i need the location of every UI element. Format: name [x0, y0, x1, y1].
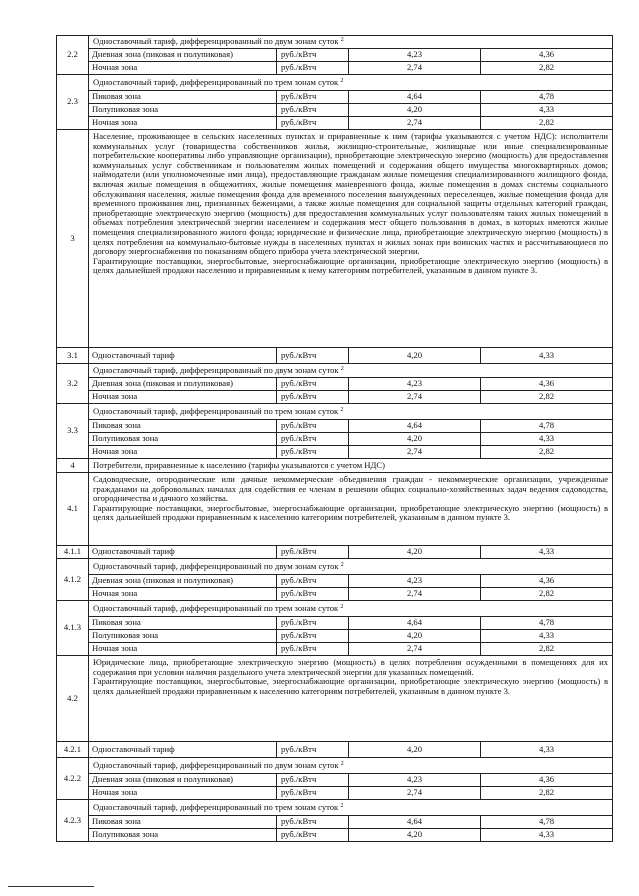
tariff-value-period-2: 4,36 [481, 774, 613, 787]
tariff-label: Одноставочный тариф [89, 348, 277, 364]
table-row [57, 559, 613, 575]
tariff-label: Полупиковая зона [89, 433, 277, 446]
tariff-value-period-2: 4,36 [481, 378, 613, 391]
tariff-group-title [89, 404, 613, 420]
tariff-value-period-2: 4,33 [481, 742, 613, 758]
tariff-value-period-2: 4,36 [481, 575, 613, 588]
tariff-label: Пиковая зона [89, 816, 277, 829]
tariff-group-title [89, 601, 613, 617]
unit-cell: руб./кВтч [277, 391, 349, 404]
table-row [57, 787, 613, 800]
item-number: 3 [57, 130, 89, 348]
tariff-group-text: Одноставочный тариф, дифференцированный по трем зонам суток [93, 405, 339, 416]
tariff-value-period-1: 2,74 [349, 391, 481, 404]
tariff-value-period-1: 2,74 [349, 588, 481, 601]
table-row [57, 104, 613, 117]
table-row [57, 49, 613, 62]
tariff-label: Ночная зона [89, 446, 277, 459]
table-row [57, 378, 613, 391]
tariff-value-period-2: 4,33 [481, 630, 613, 643]
tariff-value-period-2: 2,82 [481, 391, 613, 404]
item-number: 3.2 [57, 364, 89, 404]
tariff-value-period-1: 4,20 [349, 433, 481, 446]
tariff-value-period-2: 4,33 [481, 433, 613, 446]
unit-cell: руб./кВтч [277, 617, 349, 630]
table-row [57, 391, 613, 404]
table-row [57, 420, 613, 433]
unit-cell: руб./кВтч [277, 446, 349, 459]
unit-cell: руб./кВтч [277, 420, 349, 433]
item-number: 4.1.1 [57, 546, 89, 559]
unit-cell: руб./кВтч [277, 117, 349, 130]
tariff-group-title [89, 559, 613, 575]
tariff-value-period-1: 4,64 [349, 91, 481, 104]
tariff-value-period-2: 2,82 [481, 643, 613, 656]
description-paragraph: Садоводческие, огороднические или дачные некоммерческие объединения граждан - некоммерческие организации, учрежденные гражданами на добровольных началах для содействия ее членам в решении общих социально-хозяйственных задач ведения садоводства, огородничества и дачного хозяйства. [93, 474, 609, 504]
tariff-label: Пиковая зона [89, 420, 277, 433]
tariff-value-period-1: 4,64 [349, 617, 481, 630]
unit-cell: руб./кВтч [277, 575, 349, 588]
tariff-value-period-1: 4,23 [349, 49, 481, 62]
unit-cell: руб./кВтч [277, 546, 349, 559]
item-number: 2.2 [57, 36, 89, 75]
tariff-value-period-2: 4,36 [481, 49, 613, 62]
table-row [57, 117, 613, 130]
table-row [57, 758, 613, 774]
table-row [57, 546, 613, 559]
tariff-label: Ночная зона [89, 643, 277, 656]
tariff-value-period-2: 4,78 [481, 617, 613, 630]
table-row [57, 473, 613, 546]
category-description [89, 473, 613, 546]
footnote-ref: 2 [340, 760, 344, 767]
tariff-value-period-1: 4,20 [349, 630, 481, 643]
table-row [57, 36, 613, 49]
table-row [57, 91, 613, 104]
tariff-label: Дневная зона (пиковая и полупиковая) [89, 49, 277, 62]
table-row [57, 459, 613, 473]
table-row [57, 364, 613, 378]
table-row [57, 404, 613, 420]
tariff-value-period-2: 2,82 [481, 117, 613, 130]
table-row [57, 433, 613, 446]
tariff-label: Дневная зона (пиковая и полупиковая) [89, 378, 277, 391]
table-row [57, 446, 613, 459]
tariff-value-period-2: 4,78 [481, 816, 613, 829]
tariff-label: Ночная зона [89, 117, 277, 130]
item-number: 4.2.2 [57, 758, 89, 800]
tariff-value-period-2: 4,33 [481, 546, 613, 559]
tariff-label: Пиковая зона [89, 91, 277, 104]
tariff-label: Пиковая зона [89, 617, 277, 630]
unit-cell: руб./кВтч [277, 433, 349, 446]
tariff-label: Ночная зона [89, 62, 277, 75]
table-row [57, 829, 613, 842]
item-number: 3.3 [57, 404, 89, 459]
tariff-value-period-1: 2,74 [349, 787, 481, 800]
footnote-ref: 2 [340, 365, 344, 372]
footnote-ref: 2 [340, 802, 344, 809]
unit-cell: руб./кВтч [277, 829, 349, 842]
tariff-group-text: Одноставочный тариф, дифференцированный по двум зонам суток [93, 364, 339, 375]
tariff-value-period-2: 2,82 [481, 588, 613, 601]
tariff-value-period-1: 4,20 [349, 546, 481, 559]
tariff-value-period-2: 2,82 [481, 446, 613, 459]
tariff-value-period-1: 4,23 [349, 774, 481, 787]
tariff-group-title [89, 800, 613, 816]
tariff-label: Ночная зона [89, 391, 277, 404]
footnote-ref: 2 [340, 561, 344, 568]
table-row [57, 816, 613, 829]
item-number: 3.1 [57, 348, 89, 364]
tariff-value-period-2: 4,78 [481, 91, 613, 104]
unit-cell: руб./кВтч [277, 787, 349, 800]
tariff-table-body [57, 36, 613, 842]
tariff-group-title [89, 75, 613, 91]
table-row [57, 742, 613, 758]
tariff-value-period-1: 2,74 [349, 62, 481, 75]
tariff-label: Ночная зона [89, 787, 277, 800]
description-paragraph: Население, проживающее в сельских населенных пунктах и приравненные к ним (тарифы указываются с учетом НДС): исполнители коммунальных услуг (товарищества собственников жилья, жилищно-строительные, жилищные или иные специализированные потребительские кооперативы либо управляющие организации), приобретающие электрическую энергию (мощность) для предоставления коммунальных услуг собственникам и пользователям жилых помещений и содержания общего имущества многоквартирных домов; наймодатели (или уполномоченные ими лица), предоставляющие гражданам жилые помещения специализированного жилищного фонда, включая жилые помещения в общежитиях, жилые помещения маневренного фонда, жилые помещения в домах системы социального обслуживания населения, жилые помещения фонда для временного поселения вынужденных переселенцев, жилые помещения фонда для временного проживания лиц, признанных беженцами, а также жилые помещения для социальной защиты отдельных категорий граждан, приобретающие электрическую энергию (мощность) для предоставления коммунальных услуг пользователям таких жилых помещений в объемах потребления электрической энергии населением и содержания мест общего пользования в домах, в которых имеются жилые помещения специализированного жилого фонда; юридические и физические лица, приобретающие электрическую энергию (мощность) в целях потребления на коммунально-бытовые нужды в населенных пунктах и жилых зонах при воинских частях и рассчитывающиеся по договору энергоснабжения по показаниям общего прибора учета электрической энергии. [93, 131, 609, 257]
tariff-group-title [89, 364, 613, 378]
unit-cell: руб./кВтч [277, 816, 349, 829]
tariff-table [56, 35, 613, 842]
table-row [57, 774, 613, 787]
tariff-label: Дневная зона (пиковая и полупиковая) [89, 575, 277, 588]
footnote-ref: 2 [340, 603, 344, 610]
table-row [57, 656, 613, 742]
table-row [57, 800, 613, 816]
unit-cell: руб./кВтч [277, 91, 349, 104]
unit-cell: руб./кВтч [277, 348, 349, 364]
tariff-label: Одноставочный тариф [89, 546, 277, 559]
tariff-group-text: Одноставочный тариф, дифференцированный по трем зонам суток [93, 801, 339, 812]
table-row [57, 601, 613, 617]
tariff-group-title [89, 36, 613, 49]
tariff-value-period-2: 4,33 [481, 348, 613, 364]
tariff-value-period-1: 2,74 [349, 446, 481, 459]
tariff-value-period-2: 4,33 [481, 829, 613, 842]
item-number: 4.2.1 [57, 742, 89, 758]
tariff-value-period-1: 4,64 [349, 420, 481, 433]
category-description [89, 130, 613, 348]
unit-cell: руб./кВтч [277, 643, 349, 656]
footnote-separator [8, 886, 94, 887]
unit-cell: руб./кВтч [277, 62, 349, 75]
tariff-label: Дневная зона (пиковая и полупиковая) [89, 774, 277, 787]
description-paragraph: Гарантирующие поставщики, энергосбытовые, энергоснабжающие организации, приобретающие электрическую энергию (мощность) в целях дальнейшей продажи приравненным к населению категориям потребителей, указанным в данном пункте 3. [93, 502, 609, 523]
table-row [57, 75, 613, 91]
item-number: 2.3 [57, 75, 89, 130]
tariff-group-text: Одноставочный тариф, дифференцированный по двум зонам суток [93, 759, 339, 770]
item-number: 4.2 [57, 656, 89, 742]
tariff-group-title [89, 758, 613, 774]
unit-cell: руб./кВтч [277, 630, 349, 643]
description-paragraph: Гарантирующие поставщики, энергосбытовые, энергоснабжающие организации, приобретающие электрическую энергию (мощность) в целях дальнейшей продажи приравненным к населению категориям потребителей, указанным в данном пункте 3. [93, 676, 609, 696]
table-row [57, 575, 613, 588]
footnote-ref: 2 [340, 406, 344, 413]
category-description [89, 656, 613, 742]
item-number: 4.2.3 [57, 800, 89, 842]
tariff-value-period-1: 4,20 [349, 348, 481, 364]
section-header: Потребители, приравненные к населению (тарифы указываются с учетом НДС) [89, 459, 613, 473]
tariff-label: Полупиковая зона [89, 630, 277, 643]
tariff-value-period-1: 2,74 [349, 117, 481, 130]
tariff-label: Ночная зона [89, 588, 277, 601]
tariff-group-text: Одноставочный тариф, дифференцированный по трем зонам суток [93, 76, 339, 87]
tariff-value-period-1: 4,23 [349, 378, 481, 391]
unit-cell: руб./кВтч [277, 378, 349, 391]
table-row [57, 348, 613, 364]
table-row [57, 588, 613, 601]
tariff-value-period-2: 4,78 [481, 420, 613, 433]
tariff-label: Одноставочный тариф [89, 742, 277, 758]
table-row [57, 62, 613, 75]
tariff-value-period-1: 4,20 [349, 104, 481, 117]
tariff-group-text: Одноставочный тариф, дифференцированный по двум зонам суток [93, 36, 339, 47]
tariff-value-period-1: 4,20 [349, 829, 481, 842]
footnote-ref: 2 [340, 77, 344, 84]
unit-cell: руб./кВтч [277, 774, 349, 787]
table-row [57, 643, 613, 656]
tariff-value-period-2: 2,82 [481, 787, 613, 800]
tariff-value-period-2: 4,33 [481, 104, 613, 117]
tariff-value-period-1: 4,64 [349, 816, 481, 829]
tariff-group-text: Одноставочный тариф, дифференцированный по трем зонам суток [93, 602, 339, 613]
tariff-value-period-2: 2,82 [481, 62, 613, 75]
footnote-ref: 2 [340, 37, 344, 44]
tariff-value-period-1: 4,23 [349, 575, 481, 588]
table-row [57, 130, 613, 348]
tariff-group-text: Одноставочный тариф, дифференцированный по двум зонам суток [93, 560, 339, 571]
tariff-value-period-1: 4,20 [349, 742, 481, 758]
table-row [57, 630, 613, 643]
tariff-label: Полупиковая зона [89, 829, 277, 842]
item-number: 4.1.3 [57, 601, 89, 656]
description-paragraph: Юридические лица, приобретающие электрическую энергию (мощность) в целях потребления осужденными в помещениях для их содержания при условии наличия раздельного учета электрической энергии для указанных помещений. [93, 657, 609, 677]
table-row [57, 617, 613, 630]
unit-cell: руб./кВтч [277, 49, 349, 62]
unit-cell: руб./кВтч [277, 104, 349, 117]
item-number: 4.1 [57, 473, 89, 546]
tariff-label: Полупиковая зона [89, 104, 277, 117]
item-number: 4.1.2 [57, 559, 89, 601]
unit-cell: руб./кВтч [277, 588, 349, 601]
tariff-value-period-1: 2,74 [349, 643, 481, 656]
item-number: 4 [57, 459, 89, 473]
description-paragraph: Гарантирующие поставщики, энергосбытовые, энергоснабжающие организации, приобретающие электрическую энергию (мощность) в целях дальнейшей продажи населению и приравненным к нему категориям потребителей, указанным в данном пункте 3. [93, 255, 609, 276]
unit-cell: руб./кВтч [277, 742, 349, 758]
